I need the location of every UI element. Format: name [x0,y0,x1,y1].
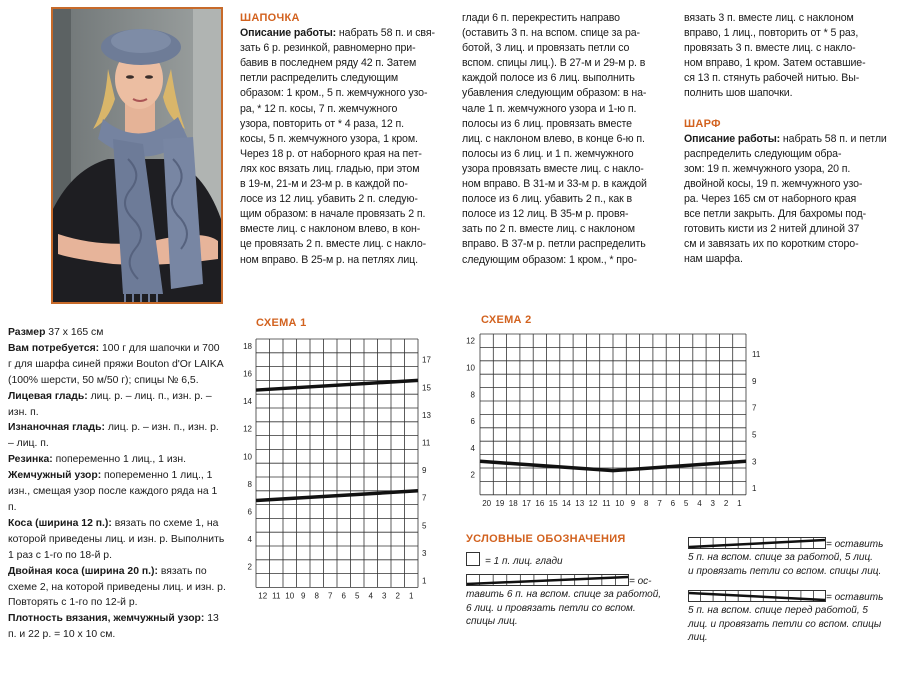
spec-text: лиц. р. – изн. п., изн. р. – лиц. п. [8,422,219,450]
text-line: следующим образом: 1 кром., * про- [462,253,637,266]
legend-item-cable6 [466,574,676,628]
text-line: зать по 2 п. вместе лиц. с наклоном [462,223,635,236]
tick-label: 6 [670,498,676,508]
spec-item [8,389,226,421]
spec-label: Резинка: [8,454,53,466]
tick-label: 9 [422,466,427,476]
legend-text: = 1 п. лиц. глади [485,556,563,567]
tick-label: 4 [368,591,373,601]
tick-label: 6 [247,507,252,517]
cable-5-back-icon [688,537,826,549]
tick-label: 20 [482,498,492,508]
tick-label: 7 [328,591,333,601]
legend-item-knit [466,552,666,568]
spec-item [8,564,226,612]
tick-label: 5 [752,430,757,440]
spacer [684,102,896,117]
text-line: вязать 3 п. вместе лиц. с наклоном [684,12,854,24]
tick-label: 7 [752,403,757,413]
text-line: петли распределить следующим [240,72,399,85]
text-line: распределить следующим обра- [684,147,842,160]
text-line: все петли закрыть. Для бахромы под- [684,208,867,221]
spec-text: попеременно 1 лиц., 1 изн., смещая узор после каждого ряда на 1 п. [8,470,218,513]
knit-square-icon [466,552,480,566]
text-line: щим образом: в начале провязать 2 п. [240,208,426,221]
spec-item [8,452,226,468]
tick-label: 1 [737,498,742,508]
tick-label: 2 [247,562,252,572]
text-line: вправо. В 37-м р. петли распределить [462,238,646,251]
text-line: набрать 58 п. и свя- [336,27,435,40]
spec-label: Жемчужный узор: [8,470,102,482]
text-line: ном вправо. В 25-м р. на петлях лиц. [240,253,418,266]
text-line: зать 6 р. резинкой, равномерно при- [240,42,416,55]
text-line: полосы из 6 лиц. и 1 п. жемчужного [462,147,634,160]
legend-text: = оставить [826,592,884,603]
legend-item-cable5-back [688,537,894,578]
tick-label: 12 [243,424,252,434]
legend-text: = ос- [629,576,652,587]
text-line: каждой полосе из 6 лиц. выполнить [462,72,635,85]
tick-label: 1 [752,484,757,494]
tick-label: 1 [422,576,427,586]
tick-label: 8 [644,498,649,508]
text-line: ра, * 12 п. косы, 7 п. жемчужного [240,102,398,115]
scheme2-title: СХЕМА 2 [481,314,532,326]
text-line: провязать 3 п. вместе лиц. с накло- [684,42,856,55]
text-line: лосе из 12 лиц. убавить 2 п. следую- [240,193,418,206]
text-line: см и завязать их по коротким сторо- [684,238,859,251]
tick-label: 13 [575,498,585,508]
text-line: Через 18 р. от наборного края на пет- [240,147,422,160]
text-line: убавления следующим образом: в на- [462,87,647,100]
tick-label: 16 [243,369,252,379]
spec-item [8,516,226,564]
spec-label: Лицевая гладь: [8,390,88,402]
tick-label: 17 [422,355,431,365]
text-line: полосы из 6 лиц. провязать вместе [462,117,632,130]
spec-label: Изнаночная гладь: [8,422,105,434]
hat-column-1 [240,11,450,268]
tick-label: 8 [470,390,475,400]
tick-label: 3 [710,498,715,508]
tick-label: 6 [341,591,346,601]
spec-label: Вам потребуется: [8,342,100,354]
legend-text: и провязать петли со вспом. спицы лиц. [688,565,882,577]
scheme2-chart [462,330,772,512]
spec-text: 37 x 165 см [45,327,104,338]
tick-label: 9 [752,376,757,386]
tick-label: 3 [752,457,757,467]
text-line: лиц. с наклоном влево, в конце 6-ю п. [462,132,645,145]
tick-label: 16 [535,498,545,508]
tick-label: 10 [615,498,625,508]
tick-label: 5 [422,521,427,531]
legend-title: УСЛОВНЫЕ ОБОЗНАЧЕНИЯ [466,533,626,545]
legend-text: лиц. и провязать петли со вспом. спицы [688,618,882,630]
spec-text: 13 п. и 22 р. = 10 x 10 см. [8,613,219,641]
scheme1-chart [238,333,438,603]
text-line: полосе из 12 лиц. В 35-м р. провя- [462,208,629,221]
tick-label: 7 [422,493,427,503]
tick-label: 8 [314,591,319,601]
legend-text: тавить 6 п. на вспом. спице за работой, [466,589,662,601]
tick-label: 18 [243,341,252,351]
spec-label: Коса (ширина 12 п.): [8,517,112,529]
tick-label: 17 [522,498,532,508]
tick-label: 1 [409,591,414,601]
spec-text: попеременно 1 лиц., 1 изн. [52,454,187,466]
tick-label: 5 [355,591,360,601]
legend-text: 5 п. на вспом. спице перед работой, 5 [688,605,868,617]
spec-item [8,341,226,389]
tick-label: 12 [258,591,268,601]
text-line: це провязать 2 п. вместе лиц. с накло- [240,238,427,251]
spec-item [8,325,226,341]
tick-label: 14 [561,498,571,508]
text-line: косы, 5 п. жемчужного узора, 1 кром. [240,132,418,145]
tick-label: 4 [697,498,702,508]
text-line: полнить шов шапочки. [684,87,793,100]
tick-label: 10 [285,591,295,601]
text-line: бавив в последнем ряду 42 п. Затем [240,57,417,70]
tick-label: 4 [470,443,475,453]
text-line: в 19-м, 21-м и 23-м р. в каждой по- [240,178,408,191]
tick-label: 13 [422,410,431,420]
legend-text: 5 п. на вспом. спице за работой, 5 лиц. [688,552,873,564]
tick-label: 2 [395,591,400,601]
tick-label: 15 [422,383,431,393]
spec-label: Двойная коса (ширина 20 п.): [8,565,158,577]
tick-label: 12 [588,498,598,508]
model-photo [51,7,223,304]
tick-label: 11 [752,350,761,360]
legend-item-cable5-front [688,590,894,644]
scheme1-title: СХЕМА 1 [256,317,307,329]
text-line: готовить кисти из 2 нитей длиной 37 [684,223,860,236]
tick-label: 7 [657,498,662,508]
text-line: лях кос вязать лиц. гладью, при этом [240,162,420,175]
spec-text: вязать по схеме 1, на которой приведены лиц. и изн. р. Выполнить 1 раз с 1-го по 18-й р. [8,517,225,561]
legend-text: спицы лиц. [466,615,518,627]
scarf-heading: ШАРФ [684,117,721,130]
tick-label: 19 [495,498,505,508]
spec-item [8,420,226,452]
legend-text: = оставить [826,539,884,550]
tick-label: 10 [466,363,475,373]
spec-text: 100 г для шапочки и 700 г для шарфа синей пряжи Bouton d'Or LAIKA (100% шерсти, 50 м/50 г); спицы № 6,5. [8,342,224,386]
spec-item [8,468,226,516]
text-line: узора, повторить от * 4 раза, 12 п. [240,117,404,130]
legend-text: лиц. [688,631,708,643]
scarf-first-line [684,132,896,147]
tick-label: 11 [422,438,431,448]
hat-first-line [240,26,450,41]
text-line: набрать 58 п. и петли [780,132,887,145]
text-line: ра. Через 165 см от наборного края [684,193,857,206]
specs-list [8,325,226,643]
hat-desc-label: Описание работы: [240,27,337,40]
legend-text: 6 лиц. и провязать петли со вспом. [466,602,636,614]
text-line: вместе лиц. с наклоном влево, в кон- [240,223,421,236]
tick-label: 10 [243,452,252,462]
spec-text: лиц. р. – лиц. п., изн. р. – изн. п. [8,390,212,418]
hat-column-2 [462,11,672,268]
tick-label: 5 [683,498,689,508]
spec-label: Размер [8,327,46,338]
text-line: полосе из 6 лиц. убавить 2 п., как в [462,193,633,206]
text-line: ся 13 п. стянуть рабочей нитью. Вы- [684,72,860,85]
cable-5-front-icon [688,590,826,602]
text-line: двойной косы, 19 п. жемчужного узо- [684,177,863,190]
tick-label: 3 [382,591,387,601]
text-line: вправо, 1 лиц., повторить от * 5 раз, [684,27,859,40]
tick-label: 12 [466,336,475,346]
text-line: образом: 1 кром., 5 п. жемчужного узо- [240,87,428,100]
tick-label: 6 [470,417,475,427]
scarf-desc-label: Описание работы: [684,132,781,145]
spec-label: Плотность вязания, жемчужный узор: [8,613,205,625]
text-line: зом: 19 п. жемчужного узора, 20 п. [684,162,851,175]
tick-label: 14 [243,397,252,407]
tick-label: 8 [247,479,252,489]
tick-label: 15 [548,498,558,508]
cable-6-icon [466,574,629,586]
spec-item [8,611,226,643]
text-line: чале 1 п. жемчужного узора и 1-ю п. [462,102,637,115]
text-line: нам шарфа. [684,253,743,266]
text-line: ном вправо. В 31-м и 33-м р. в каждой [462,178,647,191]
text-line: ботой, 3 лиц. и провязать петли со [462,42,630,55]
tick-label: 11 [602,498,611,508]
tick-label: 9 [301,591,306,601]
tick-label: 18 [508,498,518,508]
spec-text: вязать по схеме 2, на которой приведены лиц. и изн. р. Повторять с 1-го по 12-й р. [8,565,226,609]
tick-label: 9 [630,498,636,508]
text-line: ном вправо, 1 кром. Затем оставшие- [684,57,866,70]
tick-label: 3 [422,548,427,558]
text-line: глади 6 п. перекрестить направо [462,12,620,24]
hat-heading: ШАПОЧКА [240,12,300,24]
tick-label: 2 [723,498,729,508]
tick-label: 2 [470,470,475,480]
text-line: вспом. спицы лиц.). В 27-м и 29-м р. в [462,57,646,70]
text-line: (оставить 3 п. на вспом. спице за ра- [462,27,640,40]
text-line: узора провязать вместе лиц. с накло- [462,162,644,175]
hat-column-3 [684,11,896,268]
tick-label: 11 [272,591,281,601]
tick-label: 4 [247,535,252,545]
